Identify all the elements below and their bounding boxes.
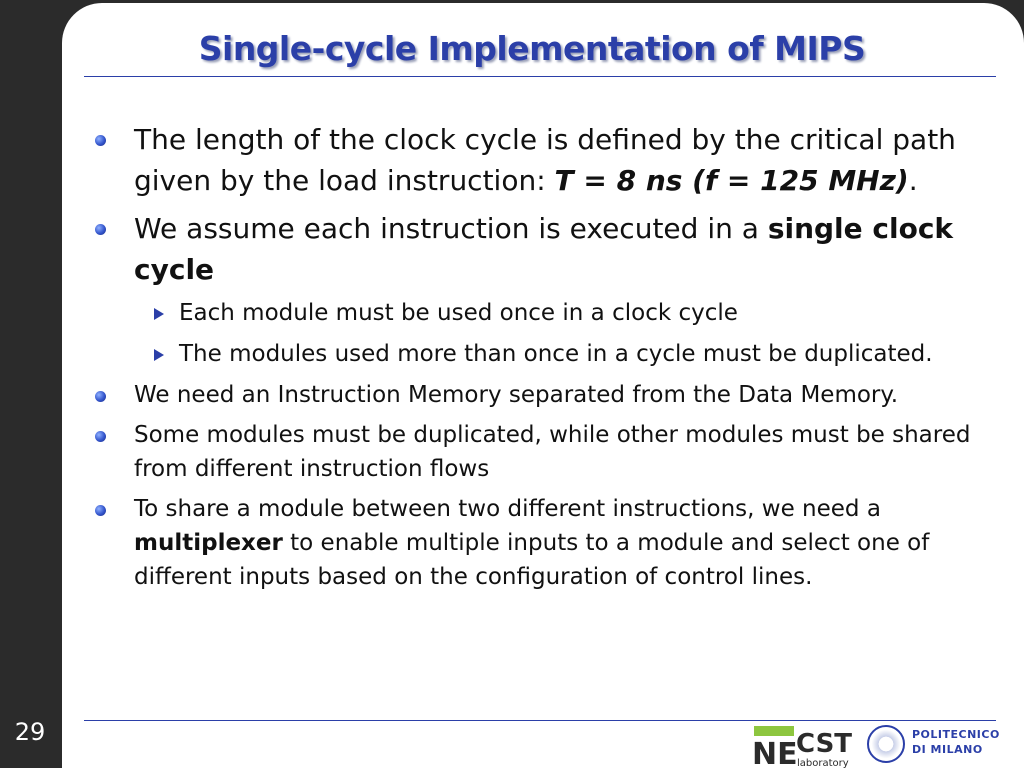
bullet-instruction-memory [92,378,992,412]
bullet-text-end: to enable multiple inputs to a module and select one of different inputs based on the configuration of control lines. [134,530,930,590]
necst-logo [752,724,852,768]
bullet-text: We assume each instruction is executed in a [134,212,768,245]
bullet-dot-icon [95,505,106,516]
sub-bullet-text: The modules used more than once in a cycle must be duplicated. [179,341,933,367]
bullet-duplicated-shared [92,418,992,486]
sub-bullet-module-once [92,296,992,330]
sub-bullet-text: Each module must be used once in a clock cycle [179,300,738,326]
bullet-clock-cycle-length [92,119,992,201]
necst-cst-text: CST [796,729,852,759]
bullet-text: Some modules must be duplicated, while other modules must be shared from different instruction flows [134,422,971,482]
arrow-bullet-icon [154,349,164,361]
bullet-list [92,119,992,600]
necst-ne-text: NE [752,737,798,768]
bullet-multiplexer [92,492,992,594]
footer-divider [84,720,996,721]
bullet-bold: multiplexer [134,530,283,556]
bullet-text: The length of the clock cycle is defined by the critical path given by the load instruction: [134,123,956,197]
bullet-dot-icon [95,135,106,146]
bullet-text: We need an Instruction Memory separated from the Data Memory. [134,382,899,408]
bullet-single-clock-cycle [92,208,992,290]
slide-title: Single-cycle Implementation of MIPS [198,29,866,68]
left-sidebar [0,0,62,768]
polimi-seal-icon [867,725,905,763]
bullet-dot-icon [95,224,106,235]
sub-bullet-module-duplicated [92,337,992,371]
title-divider [84,76,996,77]
arrow-bullet-icon [154,308,164,320]
bullet-bold: single clock cycle [134,212,954,286]
bullet-text: To share a module between two different instructions, we need a [134,496,881,522]
bullet-dot-icon [95,431,106,442]
polimi-line-1: POLITECNICO [912,728,1000,741]
slide-canvas [62,3,1024,768]
polimi-line-2: DI MILANO [912,743,983,756]
necst-sub-text: laboratory [797,758,849,768]
polimi-wordmark [912,727,1000,757]
bullet-text-end: . [908,164,918,197]
footer-logos [752,722,1000,768]
page-number: 29 [14,718,46,746]
bullet-dot-icon [95,391,106,402]
bullet-emphasis: T = 8 ns (f = 125 MHz) [554,164,909,197]
